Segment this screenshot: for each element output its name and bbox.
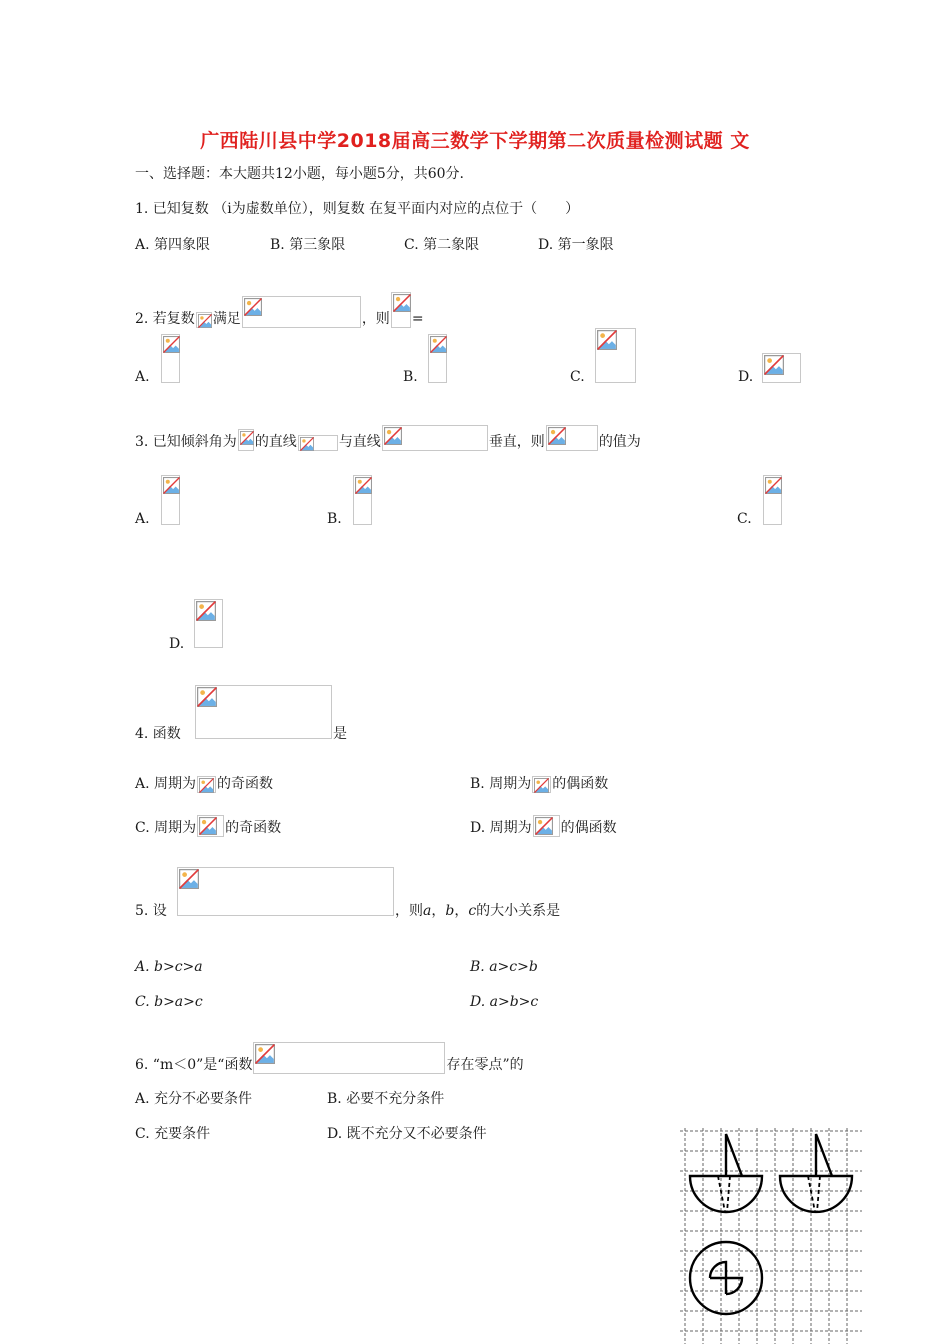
broken-image-icon bbox=[194, 599, 223, 648]
q6-option-b: B. 必要不充分条件 bbox=[327, 1091, 445, 1107]
q5-sep-1: ， bbox=[431, 903, 446, 919]
q5-var-c: c bbox=[468, 903, 477, 919]
q5-var-b: b bbox=[445, 903, 455, 919]
question-4-number: 4. 函数 bbox=[135, 726, 181, 742]
q4-option-c bbox=[135, 815, 281, 837]
question-3-stem bbox=[135, 425, 641, 451]
question-6-stem bbox=[135, 1042, 524, 1074]
broken-image-icon bbox=[195, 685, 332, 739]
q4-option-b bbox=[470, 775, 608, 793]
broken-image-icon bbox=[196, 312, 212, 328]
q6-option-c: C. 充要条件 bbox=[135, 1126, 211, 1142]
q4-option-c-pre: C. 周期为 bbox=[135, 820, 197, 836]
broken-image-icon bbox=[762, 353, 801, 383]
q4-option-a-pre: A. 周期为 bbox=[135, 776, 197, 792]
broken-image-icon bbox=[533, 815, 560, 837]
q5-text-2: 的大小关系是 bbox=[476, 903, 561, 919]
q1-option-b: B. 第三象限 bbox=[270, 237, 346, 253]
q1-option-a: A. 第四象限 bbox=[135, 237, 211, 253]
broken-image-icon bbox=[242, 296, 361, 328]
question-2-stem bbox=[135, 292, 424, 328]
q2-text-4: = bbox=[411, 311, 424, 327]
q4-option-d-pre: D. 周期为 bbox=[470, 820, 532, 836]
q5-sep-2: ， bbox=[454, 903, 469, 919]
q3-text-5: 的值为 bbox=[598, 434, 641, 450]
broken-image-icon bbox=[298, 435, 338, 451]
q4-option-a-post: 的奇函数 bbox=[217, 776, 274, 792]
q6-text-2: 存在零点”的 bbox=[446, 1057, 524, 1073]
broken-image-icon bbox=[161, 334, 180, 383]
q4-option-a bbox=[135, 775, 273, 793]
broken-image-icon bbox=[197, 776, 216, 793]
q4-option-d-post: 的偶函数 bbox=[560, 820, 617, 836]
broken-image-icon bbox=[238, 429, 254, 451]
broken-image-icon bbox=[391, 292, 411, 328]
section-heading: 一、选择题：本大题共12小题，每小题5分，共60分. bbox=[135, 166, 464, 182]
q5-option-c: C. b>a>c bbox=[135, 994, 203, 1010]
q3-option-a-label: A. bbox=[135, 511, 150, 527]
q5-text-1: ，则 bbox=[395, 903, 423, 919]
q4-option-b-post: 的偶函数 bbox=[552, 776, 609, 792]
q3-text-3: 与直线 bbox=[338, 434, 381, 450]
question-1-stem: 1. 已知复数 （i为虚数单位），则复数 在复平面内对应的点位于（ ） bbox=[135, 201, 580, 217]
q4-option-b-pre: B. 周期为 bbox=[470, 776, 532, 792]
broken-image-icon bbox=[595, 328, 636, 383]
question-5-tail bbox=[395, 902, 560, 920]
q2-option-d-label: D. bbox=[738, 369, 754, 385]
q2-text-2: 满足 bbox=[212, 311, 241, 327]
q6-text-1: 6. “m＜0”是“函数 bbox=[135, 1057, 253, 1073]
q2-text-3: ，则 bbox=[361, 311, 390, 327]
broken-image-icon bbox=[161, 475, 180, 525]
broken-image-icon bbox=[253, 1042, 445, 1074]
question-4-tail: 是 bbox=[333, 726, 347, 742]
three-view-figure bbox=[680, 1128, 862, 1344]
q5-option-d: D. a>b>c bbox=[470, 994, 539, 1010]
question-5-number: 5. 设 bbox=[135, 903, 167, 919]
broken-image-icon bbox=[428, 334, 447, 383]
q3-text-1: 3. 已知倾斜角为 bbox=[135, 434, 237, 450]
q1-option-d: D. 第一象限 bbox=[538, 237, 614, 253]
broken-image-icon bbox=[197, 815, 224, 837]
broken-image-icon bbox=[177, 867, 394, 916]
q2-option-a-label: A. bbox=[135, 369, 150, 385]
q3-option-b-label: B. bbox=[327, 511, 342, 527]
broken-image-icon bbox=[763, 475, 782, 525]
document-title: 广西陆川县中学2018届高三数学下学期第二次质量检测试题 文 bbox=[200, 130, 750, 152]
broken-image-icon bbox=[353, 475, 372, 525]
q6-option-a: A. 充分不必要条件 bbox=[135, 1091, 253, 1107]
q2-text-1: 2. 若复数 bbox=[135, 311, 195, 327]
q6-option-d: D. 既不充分又不必要条件 bbox=[327, 1126, 487, 1142]
q4-option-c-post: 的奇函数 bbox=[225, 820, 282, 836]
q3-option-d-label: D. bbox=[169, 636, 185, 652]
q4-option-d bbox=[470, 815, 617, 837]
broken-image-icon bbox=[382, 425, 488, 451]
q3-text-2: 的直线 bbox=[254, 434, 297, 450]
q5-option-b: B. a>c>b bbox=[470, 959, 538, 975]
q2-option-c-label: C. bbox=[570, 369, 585, 385]
q2-option-b-label: B. bbox=[403, 369, 418, 385]
broken-image-icon bbox=[532, 776, 551, 793]
q1-option-c: C. 第二象限 bbox=[404, 237, 480, 253]
broken-image-icon bbox=[546, 425, 598, 451]
q3-option-c-label: C. bbox=[737, 511, 752, 527]
q5-option-a: A. b>c>a bbox=[135, 959, 203, 975]
q5-var-a: a bbox=[423, 903, 432, 919]
q3-text-4: 垂直，则 bbox=[488, 434, 545, 450]
